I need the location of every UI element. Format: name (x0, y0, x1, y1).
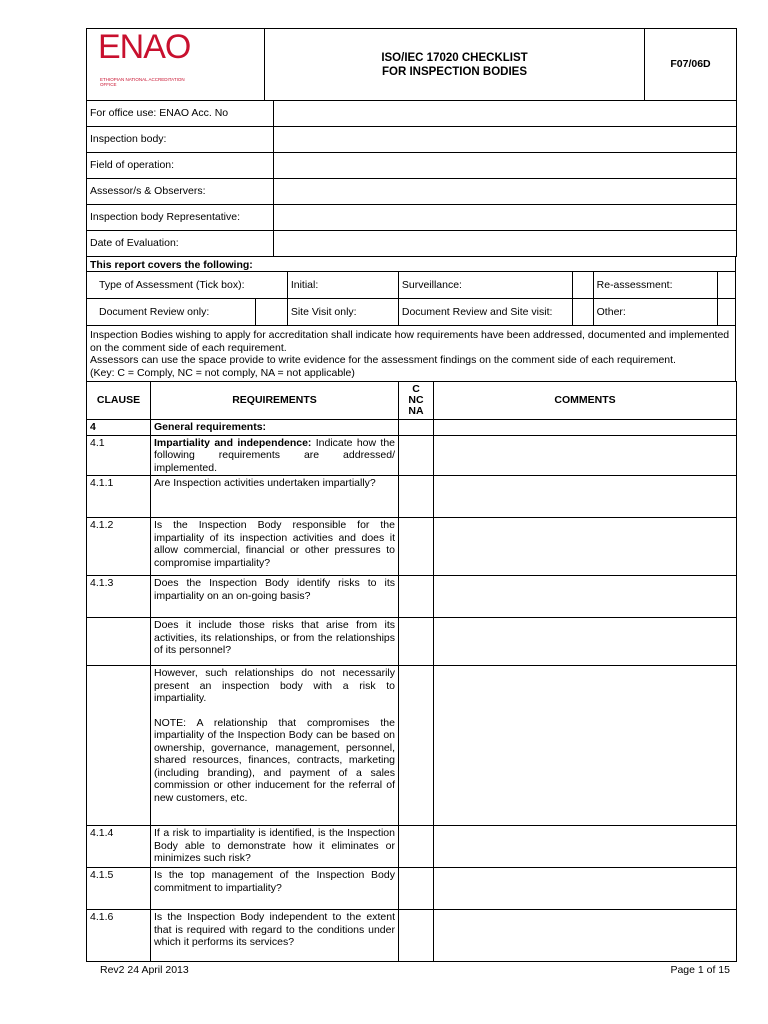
compliance-cell[interactable] (399, 576, 434, 618)
clause-number: 4.1.6 (87, 910, 151, 962)
document-page (86, 28, 736, 962)
acc-no-field[interactable] (274, 101, 737, 127)
comment-cell[interactable] (434, 666, 737, 826)
comment-cell[interactable] (434, 910, 737, 962)
table-row (87, 476, 737, 518)
clause-number: 4.1.4 (87, 826, 151, 868)
key-text: (Key: C = Comply, NC = not comply, NA = not applicable) (90, 366, 355, 379)
document-review-and-site-visit-checkbox[interactable] (573, 299, 593, 326)
revision-date: Rev2 24 April 2013 (100, 964, 189, 976)
enao-logo (90, 27, 261, 97)
logo-cell (87, 29, 265, 101)
representative-field[interactable] (274, 205, 737, 231)
info-label: Inspection body Representative: (87, 205, 274, 231)
compliance-cell[interactable] (399, 666, 434, 826)
table-row (87, 826, 737, 868)
page-number: Page 1 of 15 (670, 964, 730, 976)
checklist-table (86, 381, 737, 962)
other-label: Other: (593, 299, 717, 326)
compliance-cell[interactable] (399, 910, 434, 962)
compliance-cell[interactable] (399, 476, 434, 518)
comment-cell[interactable] (434, 576, 737, 618)
site-visit-label: Site Visit only: (287, 299, 398, 326)
requirements-header: REQUIREMENTS (151, 382, 399, 420)
field-of-operation-field[interactable] (274, 153, 737, 179)
inspection-body-field[interactable] (274, 127, 737, 153)
comment-cell[interactable] (434, 420, 737, 436)
instruction-text: Inspection Bodies wishing to apply for accreditation shall indicate how requirements have been addressed, documented and implemented on the comment side of each requirement. (90, 329, 730, 354)
comment-cell[interactable] (434, 868, 737, 910)
info-label: For office use: ENAO Acc. No (87, 101, 274, 127)
table-row (87, 868, 737, 910)
table-row (87, 618, 737, 666)
comment-cell[interactable] (434, 618, 737, 666)
clause-number: 4 (87, 420, 151, 436)
initial-label: Initial: (287, 272, 398, 299)
instructions (87, 326, 736, 382)
clause-number: 4.1.3 (87, 576, 151, 618)
clause-number: 4.1.2 (87, 518, 151, 576)
requirement-body: Indicate how the following requirements are addressed/ implemented. (154, 436, 395, 474)
compliance-header (399, 382, 434, 420)
clause-header: CLAUSE (87, 382, 151, 420)
info-label: Date of Evaluation: (87, 231, 274, 257)
clause-number (87, 618, 151, 666)
instructions-table (86, 325, 736, 382)
clause-number: 4.1.1 (87, 476, 151, 518)
requirement-text: Does the Inspection Body identify risks to its impartiality on an on-going basis? (151, 576, 399, 618)
requirement-lead: Impartiality and independence: (154, 436, 312, 449)
nc-label: NC (408, 394, 424, 406)
surveillance-checkbox[interactable] (573, 272, 593, 299)
compliance-cell[interactable] (399, 435, 434, 476)
c-label: C (412, 383, 420, 395)
requirement-body: However, such relationships do not necessarily present an inspection body with a risk to impartiality. (154, 667, 395, 704)
table-row (87, 666, 737, 826)
requirement-text: Are Inspection activities undertaken impartially? (151, 476, 399, 518)
table-row (87, 518, 737, 576)
instruction-text: Assessors can use the space provide to write evidence for the assessment findings on the comment side of each requirement. (90, 354, 676, 366)
logo-text: ENAO (98, 27, 191, 66)
requirement-text (151, 435, 399, 476)
title-line-1: ISO/IEC 17020 CHECKLIST (381, 51, 528, 64)
table-row (87, 910, 737, 962)
document-review-and-site-visit-label: Document Review and Site visit: (398, 299, 573, 326)
requirement-text: Is the top management of the Inspection Body commitment to impartiality? (151, 868, 399, 910)
compliance-cell[interactable] (399, 420, 434, 436)
requirement-text: Is the Inspection Body responsible for the impartiality of its inspection activities and does it allow commercial, financial or other pressures to compromise impartiality? (151, 518, 399, 576)
requirement-text: General requirements: (151, 420, 399, 436)
comment-cell[interactable] (434, 826, 737, 868)
info-label: Assessor/s & Observers: (87, 179, 274, 205)
compliance-cell[interactable] (399, 826, 434, 868)
requirement-text: Does it include those risks that arise from its activities, its relationships, or from the relationships of its personnel? (151, 618, 399, 666)
comment-cell[interactable] (434, 476, 737, 518)
title-line-2: FOR INSPECTION BODIES (381, 65, 528, 78)
requirement-text: If a risk to impartiality is identified, is the Inspection Body able to demonstrate how it eliminates or minimizes such risk? (151, 826, 399, 868)
info-label: Field of operation: (87, 153, 274, 179)
comments-header: COMMENTS (434, 382, 737, 420)
info-label: Inspection body: (87, 127, 274, 153)
type-of-assessment-label: Type of Assessment (Tick box): (87, 272, 288, 299)
na-label: NA (408, 405, 424, 417)
compliance-cell[interactable] (399, 618, 434, 666)
comment-cell[interactable] (434, 435, 737, 476)
header-table (86, 28, 737, 101)
assessment-type-table (86, 271, 736, 326)
comment-cell[interactable] (434, 518, 737, 576)
report-covers-heading: This report covers the following: (87, 257, 736, 273)
clause-number: 4.1 (87, 435, 151, 476)
table-row (87, 576, 737, 618)
surveillance-label: Surveillance: (398, 272, 573, 299)
other-checkbox[interactable] (717, 299, 735, 326)
requirement-text (151, 666, 399, 826)
report-covers-table (86, 256, 736, 272)
compliance-cell[interactable] (399, 518, 434, 576)
document-title (265, 29, 645, 101)
assessors-field[interactable] (274, 179, 737, 205)
info-table (86, 100, 737, 257)
requirement-note: NOTE: A relationship that compromises the impartiality of the Inspection Body can be based on ownership, governance, management, personnel, shared resources, finances, contracts, marketing (including branding), and payment of a sales commission or other inducement for the referral of new customers, etc. (154, 716, 395, 804)
document-review-checkbox[interactable] (255, 299, 287, 326)
re-assessment-label: Re-assessment: (593, 272, 717, 299)
document-review-label: Document Review only: (87, 299, 256, 326)
requirement-text: Is the Inspection Body independent to the extent that is required with regard to the conditions under which it performs its services? (151, 910, 399, 962)
re-assessment-checkbox[interactable] (717, 272, 735, 299)
clause-number: 4.1.5 (87, 868, 151, 910)
logo-subtext: ETHIOPIAN NATIONAL ACCREDITATION OFFICE (100, 76, 185, 87)
form-code: F07/06D (645, 29, 737, 101)
date-of-evaluation-field[interactable] (274, 231, 737, 257)
clause-number (87, 666, 151, 826)
table-row (87, 435, 737, 476)
table-row (87, 420, 737, 436)
compliance-cell[interactable] (399, 868, 434, 910)
